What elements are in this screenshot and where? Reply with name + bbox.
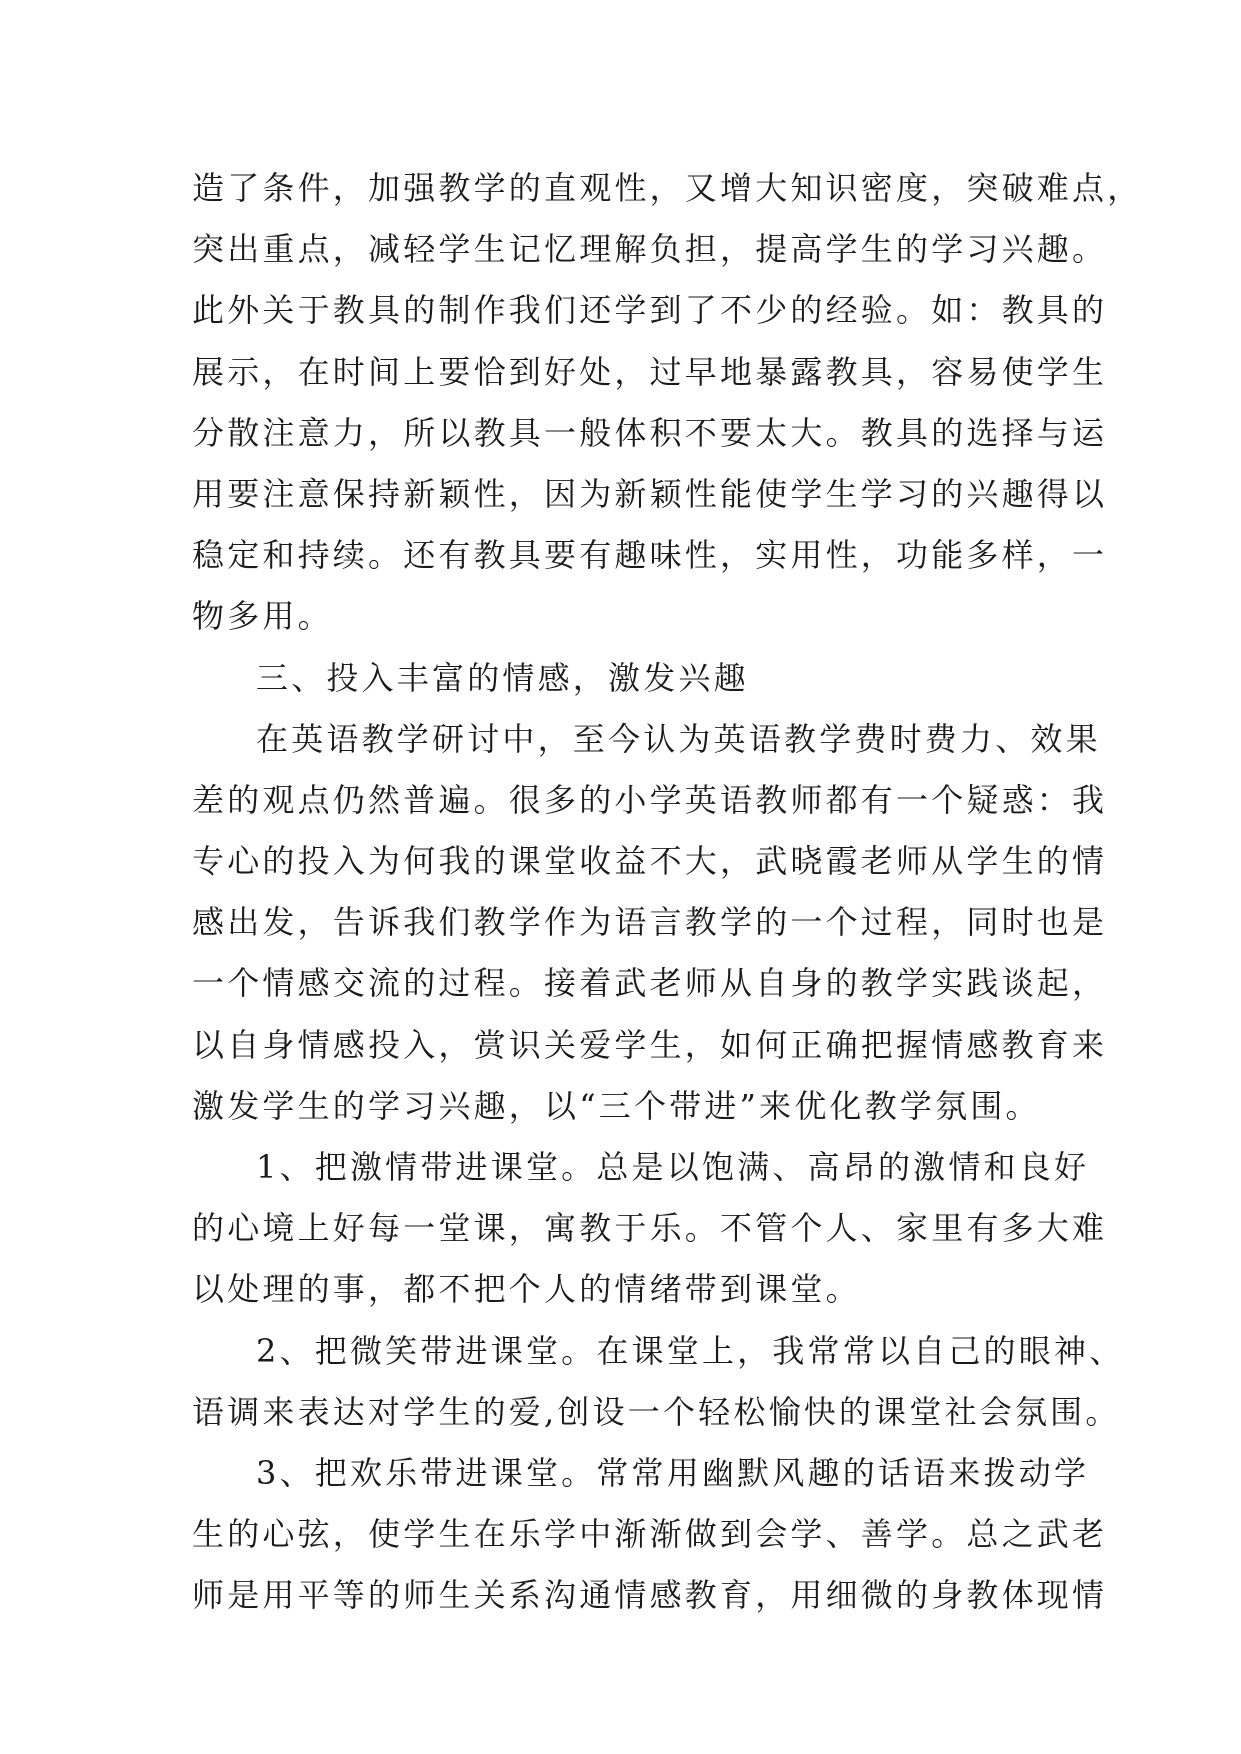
text-line: 差的观点仍然普遍。很多的小学英语教师都有一个疑惑：我	[192, 780, 1108, 819]
text-line: 激发学生的学习兴趣，以“三个带进”来优化教学氛围。	[192, 1086, 1041, 1125]
text-line: 造了条件，加强教学的直观性，又增大知识密度，突破难点，	[192, 169, 1143, 207]
text-line: 语调来表达对学生的爱,创设一个轻松愉快的课堂社会氛围。	[192, 1392, 1121, 1431]
paragraph-first-line: 三、投入丰富的情感，激发兴趣	[256, 658, 749, 697]
text-line: 生的心弦，使学生在乐学中渐渐做到会学、善学。总之武老	[192, 1515, 1108, 1554]
paragraph-first-line: 1、把激情带进课堂。总是以饱满、高昂的激情和良好	[256, 1148, 1090, 1186]
text-line: 展示，在时间上要恰到好处，过早地暴露教具，容易使学生	[192, 352, 1108, 391]
text-line: 稳定和持续。还有教具要有趣味性，实用性，功能多样，一	[192, 536, 1108, 575]
text-line: 用要注意保持新颖性，因为新颖性能使学生学习的兴趣得以	[192, 474, 1108, 513]
text-line: 物多用。	[192, 597, 333, 636]
text-line: 一个情感交流的过程。接着武老师从自身的教学实践谈起，	[192, 964, 1108, 1003]
text-line: 分散注意力，所以教具一般体积不要太大。教具的选择与运	[192, 413, 1108, 452]
text-line: 以自身情感投入，赏识关爱学生，如何正确把握情感教育来	[192, 1025, 1108, 1064]
text-line: 以处理的事，都不把个人的情绪带到课堂。	[192, 1270, 861, 1309]
paragraph-first-line: 3、把欢乐带进课堂。常常用幽默风趣的话语来拨动学	[256, 1453, 1090, 1492]
paragraph-first-line: 在英语教学研讨中，至今认为英语教学费时费力、效果	[256, 719, 1101, 758]
text-line: 突出重点，减轻学生记忆理解负担，提高学生的学习兴趣。	[192, 230, 1108, 269]
text-line: 的心境上好每一堂课，寓教于乐。不管个人、家里有多大难	[192, 1209, 1108, 1248]
body-text	[192, 158, 1143, 1627]
text-line: 感出发，告诉我们教学作为语言教学的一个过程，同时也是	[192, 903, 1108, 942]
text-line: 此外关于教具的制作我们还学到了不少的经验。如：教具的	[192, 291, 1108, 330]
paragraph-first-line: 2、把微笑带进课堂。在课堂上，我常常以自己的眼神、	[256, 1331, 1125, 1370]
text-line: 专心的投入为何我的课堂收益不大，武晓霞老师从学生的情	[192, 842, 1108, 881]
text-line: 师是用平等的师生关系沟通情感教育，用细微的身教体现情	[192, 1576, 1108, 1615]
